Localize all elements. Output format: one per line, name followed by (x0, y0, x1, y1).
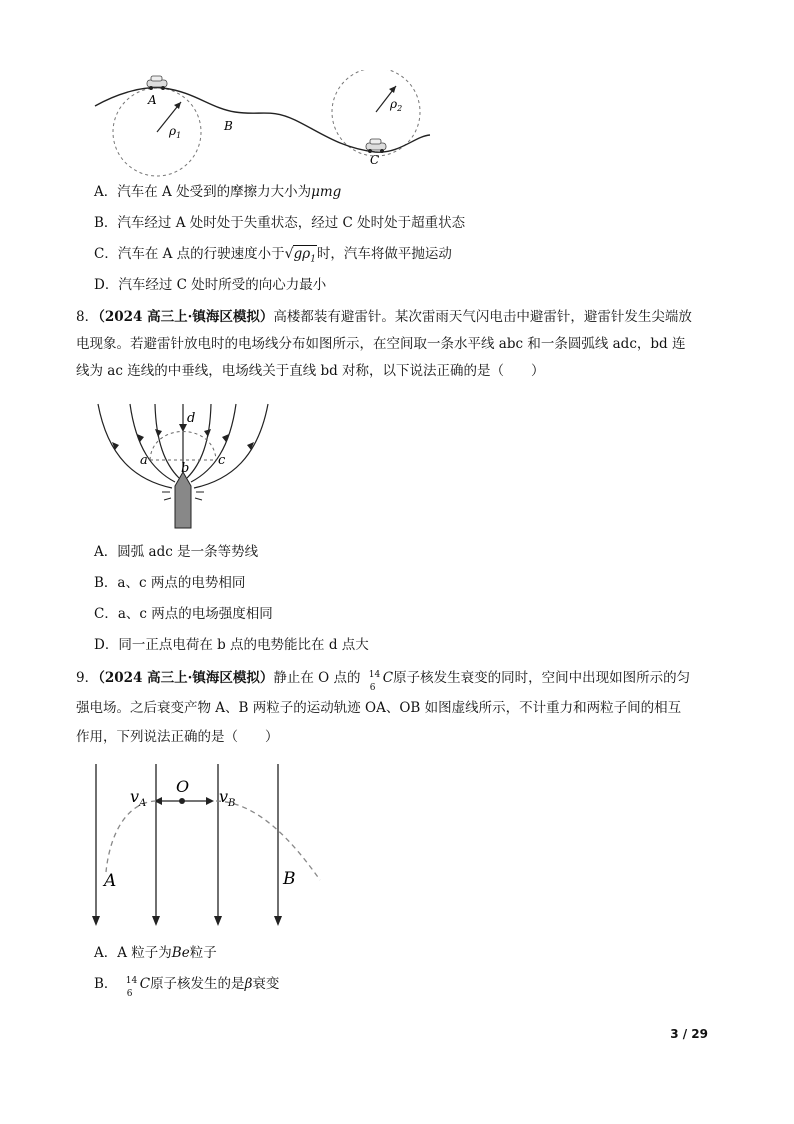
q8-stem-line2: 电现象。若避雷针放电时的电场线分布如图所示，在空间取一条水平线 abc 和一条圆弧线 adc，bd 连 (76, 336, 686, 352)
fig-label-a-particle: A (104, 871, 117, 891)
q8-option-d: D．同一正点电荷在 b 点的电势能比在 d 点大 (94, 637, 369, 653)
fig-label-a-point: a (140, 453, 148, 468)
carbon-14-nuclide: 14 6 (368, 670, 381, 693)
lightning-rod-field-figure (90, 402, 280, 532)
carbon-14-nuclide-option: 14 6 (125, 976, 138, 999)
fig-label-rho2: $\rho_2$ (390, 97, 403, 113)
fig-label-c-point: c (218, 453, 226, 468)
q9-option-b: B． 14 6 C原子核发生的是β衰变 (94, 976, 280, 999)
q8-stem-line3: 线为 ac 连线的中垂线，电场线关于直线 bd 对称，以下说法正确的是（ ） (76, 363, 545, 379)
q7-option-a: A．汽车在 A 处受到的摩擦力大小为μmg (94, 184, 342, 200)
lightning-rod (175, 472, 191, 528)
fig-label-vb: $v_B$ (219, 787, 236, 809)
page-number: 3 / 29 (670, 1027, 708, 1041)
q9-option-a: A．A 粒子为Be粒子 (94, 945, 217, 961)
q9-stem-line2: 强电场。之后衰变产物 A、B 两粒子的运动轨迹 OA、OB 如图虚线所示，不计重力和两粒子间的相互 (76, 700, 682, 716)
car-c-icon (366, 139, 386, 153)
fig-label-b: B (224, 119, 233, 133)
fig-label-va: $v_A$ (130, 787, 147, 809)
decay-field-figure (88, 762, 328, 932)
q8-option-b: B．a、c 两点的电势相同 (94, 575, 246, 591)
point-o (179, 798, 185, 804)
q7-option-d: D．汽车经过 C 处时所受的向心力最小 (94, 277, 327, 293)
fig-label-a: A (148, 93, 157, 107)
fig-label-o: O (176, 777, 190, 796)
fig-label-b-particle: B (283, 869, 296, 889)
fig-label-c: C (370, 153, 380, 167)
q9-stem-line3: 作用，下列说法正确的是（ ） (76, 729, 279, 745)
q9-stem-line1: 9．（2024 高三上·镇海区模拟）静止在 O 点的 14 6 C原子核发生衰变的同时，空间中出现如图所示的匀 (76, 670, 691, 693)
q8-stem-line1: 8．（2024 高三上·镇海区模拟）高楼都装有避雷针。某次雷雨天气闪电击中避雷针，避雷针发生尖端放 (76, 309, 692, 325)
road-curvature-figure (85, 70, 445, 178)
fig-label-b-point: b (181, 461, 190, 476)
fig-label-rho1: $\rho_1$ (169, 124, 182, 140)
q7-option-b: B．汽车经过 A 处时处于失重状态，经过 C 处时处于超重状态 (94, 215, 466, 231)
fig-label-d-point: d (187, 411, 196, 426)
q8-option-c: C．a、c 两点的电场强度相同 (94, 606, 273, 622)
q8-option-a: A．圆弧 adc 是一条等势线 (94, 544, 259, 560)
q7-option-c: C．汽车在 A 点的行驶速度小于$√g\rho_1$时，汽车将做平抛运动 (94, 244, 452, 268)
